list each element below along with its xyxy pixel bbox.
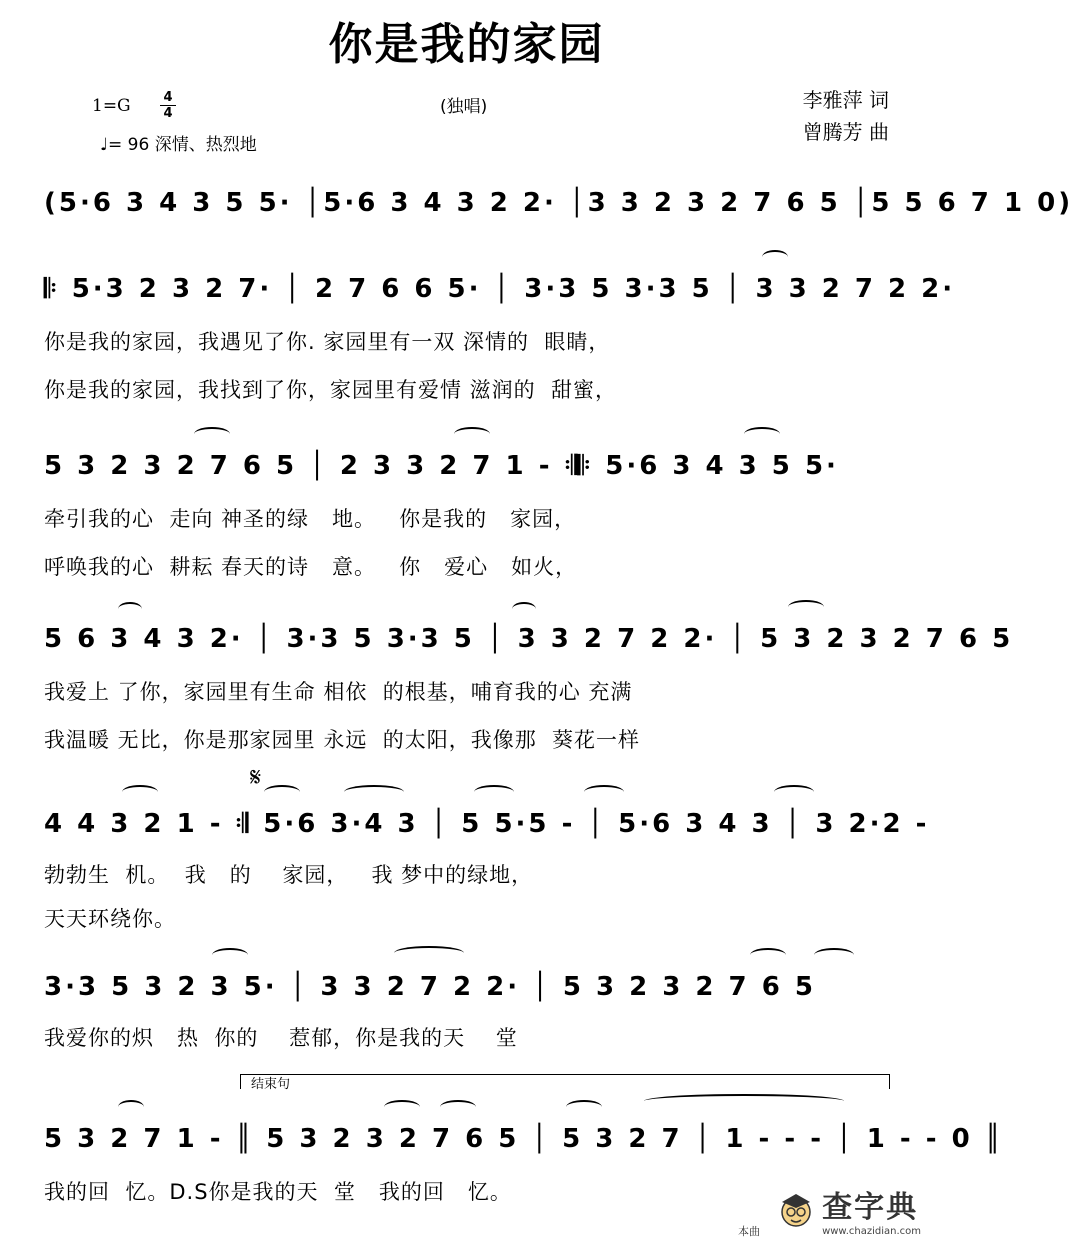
lyric-row-4-verse-2: 我温暖 无比，你是那家园里 永远 的太阳，我像那 葵花一样: [44, 728, 641, 752]
mascot-icon: [776, 1190, 816, 1230]
ending-label: 结束句: [251, 1077, 291, 1092]
slur-long: [644, 1094, 844, 1108]
lyric-row-5-verse-2: 天天环绕你。: [44, 907, 176, 931]
tempo-marking: ♩= 96 深情、热烈地: [100, 135, 257, 155]
performance-mode: (独唱): [440, 97, 488, 117]
ending-bracket: [240, 1074, 890, 1092]
slur: [774, 785, 814, 799]
time-bottom: 4: [163, 106, 173, 121]
slur: [762, 250, 788, 264]
watermark-text: 查字典: [822, 1190, 919, 1225]
lyric-row-7-verse-1: 我的回 忆。D.S你是我的天 堂 我的回 忆。: [44, 1180, 512, 1204]
slur: [194, 427, 230, 441]
notes-row-3: 5 3 2 3 2 7 6 5 │ 2 3 3 2 7 1 - 𝄇𝄆 5·6 3 4 3 5 5·: [44, 451, 851, 481]
credits: [803, 84, 889, 148]
notes-row-1: (5·6 3 4 3 5 5· │5·6 3 4 3 2 2· │3 3 2 3 2 7 6 5 │5 5 6 7 1 0): [44, 188, 1085, 218]
key-signature: 1=G: [92, 96, 131, 116]
watermark-url: www.chazidian.com: [822, 1226, 921, 1237]
slur: [512, 602, 536, 616]
slur: [440, 1100, 476, 1114]
slur: [584, 785, 624, 799]
lyric-row-6-verse-1: 我爱你的炽 热 你的 惹郁，你是我的天 堂: [44, 1026, 518, 1050]
slur: [788, 600, 824, 614]
time-signature: [160, 90, 176, 121]
lyric-row-5-verse-1: 勃勃生 机。 我 的 家园， 我 梦中的绿地，: [44, 863, 534, 887]
lyric-row-2-verse-1: 你是我的家园，我遇见了你. 家园里有一双 深情的 眼睛，: [44, 330, 611, 354]
notes-row-7: 5 3 2 7 1 - ║ 5 3 2 3 2 7 6 5 │ 5 3 2 7 │ 1 - - - │ 1 - - 0 ║: [44, 1124, 1004, 1154]
slur: [394, 946, 464, 960]
lyric-row-2-verse-2: 你是我的家园，我找到了你，家园里有爱情 滋润的 甜蜜，: [44, 378, 618, 402]
slur: [344, 785, 404, 799]
slur: [566, 1100, 602, 1114]
slur: [744, 427, 780, 441]
notes-row-6: 3·3 5 3 2 3 5· │ 3 3 2 7 2 2· │ 5 3 2 3 2 7 6 5: [44, 972, 816, 1002]
slur: [814, 948, 854, 962]
lyricist: 李雅萍 词: [802, 88, 889, 112]
slur: [122, 785, 158, 799]
watermark: [776, 1182, 921, 1237]
song-title: 你是我的家园: [328, 19, 605, 70]
time-top: 4: [163, 90, 173, 105]
slur: [212, 948, 248, 962]
watermark-prefix: 本曲: [738, 1225, 760, 1238]
slur: [454, 427, 490, 441]
lyric-row-4-verse-1: 我爱上 了你，家园里有生命 相依 的根基，哺育我的心 充满: [44, 680, 633, 704]
notes-row-5: 4 4 3 2 1 - 𝄇 5·6 3·4 3 │ 5 5·5 - │ 5·6 3 4 3 │ 3 2·2 -: [44, 809, 930, 839]
slur: [750, 948, 786, 962]
composer: 曾腾芳 曲: [802, 120, 889, 144]
notes-row-2: 𝄆 5·3 2 3 2 7· │ 2 7 6 6 5· │ 3·3 5 3·3 5 │ 3 3 2 7 2 2·: [44, 274, 968, 304]
slur: [118, 1100, 144, 1114]
slur: [264, 785, 300, 799]
notes-row-4: 5 6 3 4 3 2· │ 3·3 5 3·3 5 │ 3 3 2 7 2 2· │ 5 3 2 3 2 7 6 5: [44, 624, 1014, 654]
slur: [384, 1100, 420, 1114]
slur: [118, 602, 142, 616]
lyric-row-3-verse-1: 牵引我的心 走向 神圣的绿 地。 你是我的 家园，: [44, 507, 577, 531]
slur: [474, 785, 514, 799]
lyric-row-3-verse-2: 呼唤我的心 耕耘 春天的诗 意。 你 爱心 如火，: [44, 555, 578, 579]
watermark-text-group: [822, 1182, 921, 1237]
segno-sign: 𝄋: [250, 763, 262, 793]
